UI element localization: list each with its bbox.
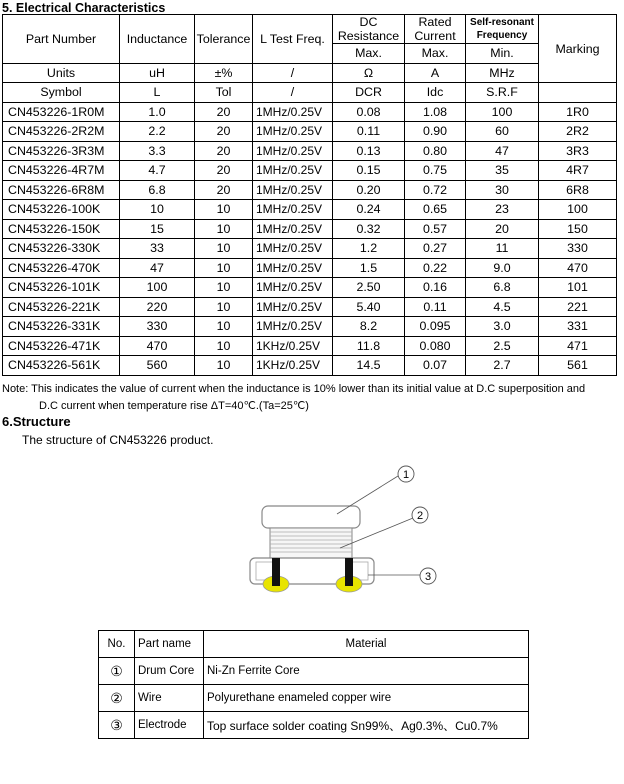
table-row — [3, 239, 617, 259]
cell-marking: 2R2 — [539, 122, 617, 142]
cell-marking: 3R3 — [539, 141, 617, 161]
table-row — [3, 219, 617, 239]
cell-idc: 0.80 — [405, 141, 466, 161]
cell-dcr: 8.2 — [333, 317, 405, 337]
cell-dcr: 14.5 — [333, 356, 405, 376]
cell-tolerance: 10 — [195, 219, 253, 239]
cell-l-test-freq: 1KHz/0.25V — [253, 356, 333, 376]
cell-part-number: CN453226-221K — [3, 297, 120, 317]
cell-idc: 0.65 — [405, 200, 466, 220]
header-part-number: Part Number — [3, 15, 120, 64]
cell-marking: 1R0 — [539, 102, 617, 122]
cell-dcr: 0.08 — [333, 102, 405, 122]
units-cell: uH — [120, 63, 195, 83]
cell-srf: 20 — [466, 219, 539, 239]
units-cell: / — [253, 63, 333, 83]
table-row — [3, 161, 617, 181]
cell-idc: 0.11 — [405, 297, 466, 317]
cell-part-number: CN453226-470K — [3, 258, 120, 278]
cell-marking: 221 — [539, 297, 617, 317]
cell-tolerance: 10 — [195, 297, 253, 317]
cell-dcr: 0.24 — [333, 200, 405, 220]
materials-material: Ni-Zn Ferrite Core — [204, 658, 529, 685]
cell-srf: 6.8 — [466, 278, 539, 298]
cell-tolerance: 10 — [195, 356, 253, 376]
materials-no: ② — [99, 685, 135, 712]
cell-dcr: 0.20 — [333, 180, 405, 200]
cell-marking: 4R7 — [539, 161, 617, 181]
materials-header-material: Material — [204, 631, 529, 658]
table-row — [3, 317, 617, 337]
cell-srf: 2.5 — [466, 336, 539, 356]
table-row — [3, 180, 617, 200]
cell-inductance: 6.8 — [120, 180, 195, 200]
cell-tolerance: 20 — [195, 122, 253, 142]
table-row — [3, 122, 617, 142]
cell-inductance: 2.2 — [120, 122, 195, 142]
cell-dcr: 11.8 — [333, 336, 405, 356]
cell-part-number: CN453226-561K — [3, 356, 120, 376]
cell-marking: 6R8 — [539, 180, 617, 200]
header-rated-current-label: Rated Current — [414, 15, 456, 43]
cell-tolerance: 20 — [195, 102, 253, 122]
cell-marking: 470 — [539, 258, 617, 278]
cell-dcr: 0.32 — [333, 219, 405, 239]
cell-tolerance: 10 — [195, 239, 253, 259]
materials-row — [99, 685, 529, 712]
cell-part-number: CN453226-330K — [3, 239, 120, 259]
cell-srf: 2.7 — [466, 356, 539, 376]
header-dc-resistance — [333, 15, 405, 44]
table-row — [3, 102, 617, 122]
symbol-cell: Symbol — [3, 83, 120, 103]
cell-l-test-freq: 1MHz/0.25V — [253, 122, 333, 142]
header-srf — [466, 15, 539, 44]
table-row — [3, 258, 617, 278]
cell-dcr: 0.13 — [333, 141, 405, 161]
header-marking: Marking — [539, 15, 617, 83]
header-dc-resistance-label: DC Resistance — [337, 15, 400, 43]
cell-l-test-freq: 1MHz/0.25V — [253, 239, 333, 259]
cell-idc: 0.27 — [405, 239, 466, 259]
symbol-row — [3, 83, 617, 103]
cell-dcr: 1.2 — [333, 239, 405, 259]
header-l-test-freq: L Test Freq. — [253, 15, 333, 64]
callout-3: 3 — [424, 571, 432, 583]
units-cell: ±% — [195, 63, 253, 83]
note — [2, 381, 620, 415]
cell-l-test-freq: 1KHz/0.25V — [253, 336, 333, 356]
cell-dcr: 0.15 — [333, 161, 405, 181]
materials-material: Polyurethane enameled copper wire — [204, 685, 529, 712]
cell-part-number: CN453226-4R7M — [3, 161, 120, 181]
materials-part: Electrode — [135, 712, 204, 739]
materials-table — [98, 630, 529, 739]
cell-idc: 0.75 — [405, 161, 466, 181]
cell-inductance: 47 — [120, 258, 195, 278]
cell-l-test-freq: 1MHz/0.25V — [253, 180, 333, 200]
cell-tolerance: 20 — [195, 180, 253, 200]
cell-srf: 100 — [466, 102, 539, 122]
symbol-cell: L — [120, 83, 195, 103]
materials-material: Top surface solder coating Sn99%、Ag0.3%、Cu0.7% — [204, 712, 529, 739]
cell-l-test-freq: 1MHz/0.25V — [253, 258, 333, 278]
header-rated-current — [405, 15, 466, 44]
electrical-characteristics-table — [2, 14, 617, 376]
cell-dcr: 0.11 — [333, 122, 405, 142]
cell-marking: 150 — [539, 219, 617, 239]
callout-2: 2 — [416, 510, 424, 522]
callout-1: 1 — [402, 469, 410, 481]
cell-idc: 0.07 — [405, 356, 466, 376]
cell-tolerance: 10 — [195, 317, 253, 337]
units-cell: Ω — [333, 63, 405, 83]
table-row — [3, 278, 617, 298]
cell-tolerance: 20 — [195, 161, 253, 181]
section-title-structure: 6.Structure — [2, 414, 71, 429]
cell-inductance: 1.0 — [120, 102, 195, 122]
note-line-2: D.C current when temperature rise ΔT=40℃.(Ta=25℃) — [39, 400, 309, 412]
section-title-electrical: 5. Electrical Characteristics — [2, 1, 166, 15]
cell-part-number: CN453226-150K — [3, 219, 120, 239]
cell-part-number: CN453226-3R3M — [3, 141, 120, 161]
wire-lead-right — [345, 558, 353, 586]
cell-idc: 0.095 — [405, 317, 466, 337]
cell-idc: 0.16 — [405, 278, 466, 298]
symbol-cell: DCR — [333, 83, 405, 103]
cell-l-test-freq: 1MHz/0.25V — [253, 141, 333, 161]
cell-l-test-freq: 1MHz/0.25V — [253, 278, 333, 298]
cell-srf: 3.0 — [466, 317, 539, 337]
cell-inductance: 330 — [120, 317, 195, 337]
cell-inductance: 10 — [120, 200, 195, 220]
cell-srf: 23 — [466, 200, 539, 220]
cell-part-number: CN453226-1R0M — [3, 102, 120, 122]
materials-row — [99, 712, 529, 739]
cell-inductance: 560 — [120, 356, 195, 376]
cell-idc: 0.080 — [405, 336, 466, 356]
table-row — [3, 141, 617, 161]
cell-srf: 4.5 — [466, 297, 539, 317]
cell-l-test-freq: 1MHz/0.25V — [253, 297, 333, 317]
cell-srf: 11 — [466, 239, 539, 259]
cell-idc: 1.08 — [405, 102, 466, 122]
cell-l-test-freq: 1MHz/0.25V — [253, 219, 333, 239]
symbol-cell: Tol — [195, 83, 253, 103]
structure-diagram — [240, 458, 440, 598]
cell-tolerance: 20 — [195, 141, 253, 161]
materials-row — [99, 658, 529, 685]
cell-inductance: 33 — [120, 239, 195, 259]
symbol-cell: / — [253, 83, 333, 103]
leader-line-1 — [337, 476, 398, 514]
materials-no: ③ — [99, 712, 135, 739]
cell-marking: 100 — [539, 200, 617, 220]
symbol-cell-empty — [539, 83, 617, 103]
table-row — [3, 200, 617, 220]
cell-l-test-freq: 1MHz/0.25V — [253, 317, 333, 337]
cell-srf: 60 — [466, 122, 539, 142]
cell-inductance: 470 — [120, 336, 195, 356]
cell-part-number: CN453226-6R8M — [3, 180, 120, 200]
structure-intro: The structure of CN453226 product. — [22, 433, 214, 447]
note-line-1: Note: This indicates the value of current when the inductance is 10% lower than its initial value at D.C superposition and — [2, 383, 586, 395]
cell-part-number: CN453226-2R2M — [3, 122, 120, 142]
cell-idc: 0.72 — [405, 180, 466, 200]
cell-idc: 0.22 — [405, 258, 466, 278]
materials-header-no: No. — [99, 631, 135, 658]
cell-marking: 330 — [539, 239, 617, 259]
wire-lead-left — [272, 558, 280, 586]
cell-part-number: CN453226-101K — [3, 278, 120, 298]
cell-dcr: 5.40 — [333, 297, 405, 317]
cell-inductance: 3.3 — [120, 141, 195, 161]
materials-no: ① — [99, 658, 135, 685]
table-row — [3, 356, 617, 376]
table-row — [3, 336, 617, 356]
cell-idc: 0.57 — [405, 219, 466, 239]
cell-tolerance: 10 — [195, 336, 253, 356]
cell-srf: 30 — [466, 180, 539, 200]
cell-inductance: 100 — [120, 278, 195, 298]
header-dcr-max: Max. — [333, 44, 405, 64]
cell-part-number: CN453226-471K — [3, 336, 120, 356]
cell-dcr: 2.50 — [333, 278, 405, 298]
wire-winding — [270, 528, 352, 558]
cell-marking: 331 — [539, 317, 617, 337]
units-row — [3, 63, 617, 83]
cell-inductance: 4.7 — [120, 161, 195, 181]
cell-srf: 9.0 — [466, 258, 539, 278]
cell-l-test-freq: 1MHz/0.25V — [253, 200, 333, 220]
cell-inductance: 15 — [120, 219, 195, 239]
cell-l-test-freq: 1MHz/0.25V — [253, 161, 333, 181]
cell-marking: 471 — [539, 336, 617, 356]
units-cell: Units — [3, 63, 120, 83]
materials-header-part: Part name — [135, 631, 204, 658]
cell-srf: 35 — [466, 161, 539, 181]
header-srf-label: Self-resonant Frequency — [470, 17, 534, 41]
units-cell: MHz — [466, 63, 539, 83]
header-srf-min: Min. — [466, 44, 539, 64]
symbol-cell: S.R.F — [466, 83, 539, 103]
header-inductance: Inductance — [120, 15, 195, 64]
header-tolerance: Tolerance — [195, 15, 253, 64]
cell-srf: 47 — [466, 141, 539, 161]
header-idc-max: Max. — [405, 44, 466, 64]
cell-marking: 101 — [539, 278, 617, 298]
units-cell: A — [405, 63, 466, 83]
symbol-cell: Idc — [405, 83, 466, 103]
cell-tolerance: 10 — [195, 258, 253, 278]
materials-part: Drum Core — [135, 658, 204, 685]
cell-dcr: 1.5 — [333, 258, 405, 278]
cell-part-number: CN453226-100K — [3, 200, 120, 220]
materials-part: Wire — [135, 685, 204, 712]
cell-idc: 0.90 — [405, 122, 466, 142]
cell-tolerance: 10 — [195, 200, 253, 220]
cell-l-test-freq: 1MHz/0.25V — [253, 102, 333, 122]
table-row — [3, 297, 617, 317]
cell-tolerance: 10 — [195, 278, 253, 298]
cell-part-number: CN453226-331K — [3, 317, 120, 337]
cell-marking: 561 — [539, 356, 617, 376]
cell-inductance: 220 — [120, 297, 195, 317]
